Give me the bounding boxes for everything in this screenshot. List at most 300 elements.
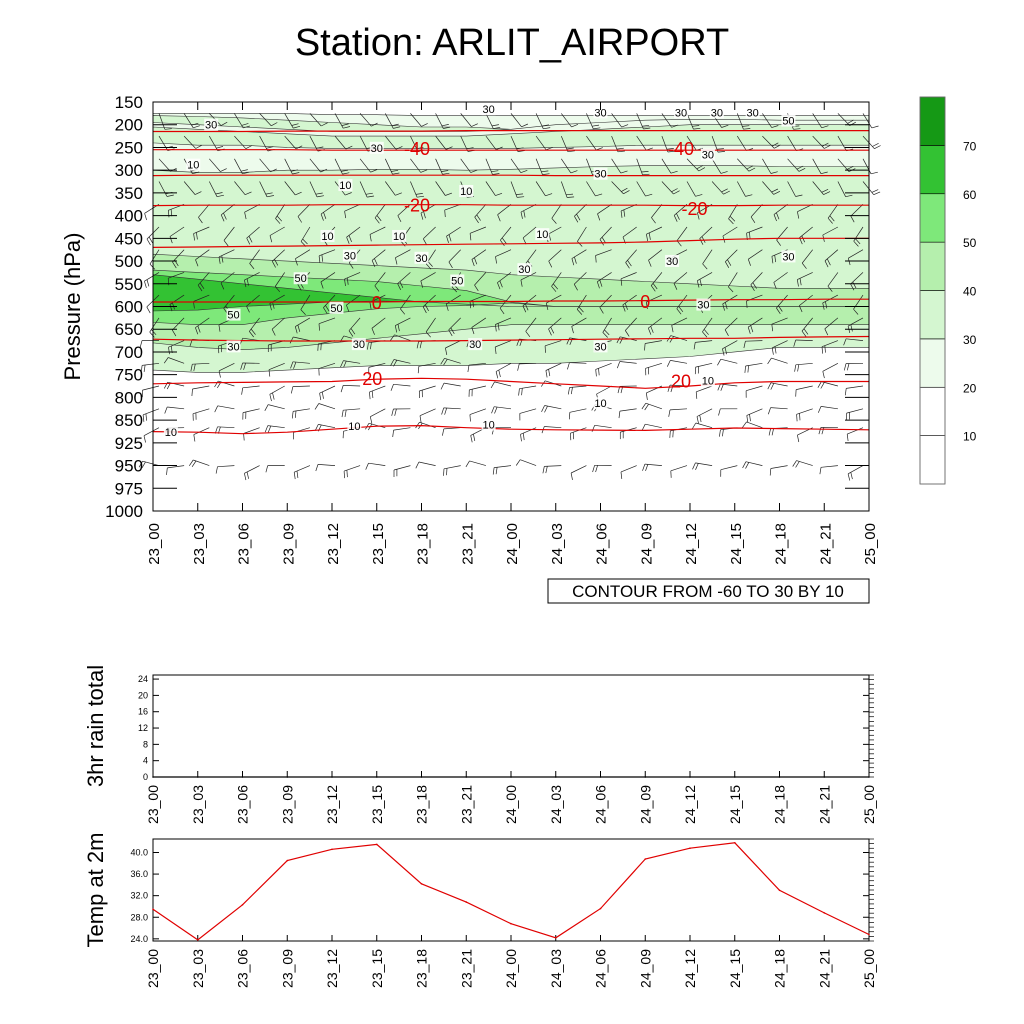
rain-panel-point xyxy=(779,776,781,778)
rain-panel-ytick-label: 8 xyxy=(142,739,148,750)
rain-panel-ylabel: 3hr rain total xyxy=(83,664,108,788)
contour-label: 30 xyxy=(227,341,240,354)
wind-barb-flag xyxy=(444,469,445,476)
temp-panel-point xyxy=(510,923,512,925)
wind-barb-flag xyxy=(872,143,878,146)
wind-barb-flag xyxy=(167,468,168,475)
colorbar-segment xyxy=(920,387,945,435)
wind-barb-flag xyxy=(521,434,522,441)
wind-barb-flag xyxy=(391,384,394,391)
temp-panel-xtick-label: 24_12 xyxy=(682,949,698,988)
wind-barb-flag xyxy=(822,347,823,354)
pressure-tick-label: 200 xyxy=(114,115,143,135)
wind-barb-flag xyxy=(800,413,801,420)
pressure-tick-label: 450 xyxy=(114,229,143,249)
wind-barb-flag xyxy=(573,432,574,439)
colorbar-label: 50 xyxy=(963,236,977,251)
contour-label: 10 xyxy=(187,159,200,172)
temp-panel-xtick-label: 24_09 xyxy=(637,949,654,988)
rh-shading xyxy=(153,113,869,372)
wind-barb-shaft xyxy=(544,466,561,467)
wind-barb-flag xyxy=(696,463,699,469)
wind-barb-flag xyxy=(316,464,318,471)
rain-panel-frame xyxy=(153,675,869,777)
wind-barb-flag xyxy=(496,467,497,474)
wind-barb-shaft xyxy=(218,406,235,409)
rain-panel-ytick-label: 0 xyxy=(142,772,148,782)
temp-panel-xtick-label: 24_18 xyxy=(771,949,788,988)
rain-panel-ytick-label: 20 xyxy=(137,690,148,701)
temp-panel-xtick-label: 23_18 xyxy=(413,949,430,988)
wind-barb-shaft xyxy=(319,404,335,409)
wind-barb-shaft xyxy=(520,460,536,466)
time-tick-label: 24_00 xyxy=(504,523,521,565)
contour-label: 30 xyxy=(710,107,723,120)
pressure-tick-label: 700 xyxy=(114,342,143,362)
wind-barb-flag xyxy=(642,424,645,430)
time-tick-label: 23_00 xyxy=(146,523,163,565)
wind-barb-shaft xyxy=(420,409,436,416)
wind-barb-flag xyxy=(592,425,595,432)
wind-barb-flag xyxy=(845,388,846,395)
wind-barb-flag xyxy=(473,434,474,441)
wind-barb-shaft xyxy=(646,363,662,368)
wind-barb-flag xyxy=(265,426,268,433)
pressure-tick-label: 650 xyxy=(114,320,143,340)
wind-barb-shaft xyxy=(771,408,788,409)
contour-label: 50 xyxy=(330,302,343,315)
wind-barb-shaft xyxy=(597,386,612,394)
temp-panel-xtick-label: 24_21 xyxy=(816,949,833,988)
wind-barb-flag xyxy=(645,404,649,410)
pressure-tick-label: 250 xyxy=(114,138,143,158)
wind-barb-shaft xyxy=(645,424,662,428)
wind-barb-shaft xyxy=(193,386,210,389)
wind-barb-flag xyxy=(768,408,770,415)
wind-barb-flag xyxy=(848,474,850,481)
wind-barb-flag xyxy=(571,387,572,394)
wind-barb-shaft xyxy=(344,466,360,472)
wind-barb-flag xyxy=(194,435,195,442)
pressure-tick-label: 1000 xyxy=(105,502,143,521)
wind-barb-flag xyxy=(215,406,218,412)
wind-barb-shaft xyxy=(143,461,159,465)
pressure-tick-label: 150 xyxy=(114,93,143,112)
wind-barb-flag xyxy=(393,430,394,437)
wind-barb-flag xyxy=(165,407,168,414)
wind-barb-shaft xyxy=(570,386,587,388)
wind-barb-flag xyxy=(146,414,147,421)
contour-label: 50 xyxy=(782,115,795,128)
contour-label: 30 xyxy=(469,339,482,352)
wind-barb-flag xyxy=(819,427,821,434)
wind-barb-flag xyxy=(522,388,523,395)
wind-barb-flag xyxy=(242,388,243,395)
wind-barb-flag xyxy=(646,393,647,400)
wind-barb-flag xyxy=(771,383,774,389)
pressure-tick-label: 925 xyxy=(114,433,143,453)
temp-panel-point xyxy=(466,901,468,903)
time-tick-label: 24_18 xyxy=(772,523,790,565)
wind-barb-flag xyxy=(545,406,548,412)
temp-panel-xtick-label: 24_00 xyxy=(503,949,519,988)
wind-barb-shaft xyxy=(847,409,863,413)
rain-panel-xtick-label: 24_06 xyxy=(592,785,609,824)
temperature-contour-line xyxy=(153,205,869,206)
wind-barb-flag xyxy=(719,430,720,437)
wind-barb-flag xyxy=(823,371,825,378)
contour-label: 50 xyxy=(227,309,240,322)
wind-barb-flag xyxy=(596,465,598,472)
wind-barb-shaft xyxy=(696,363,713,367)
temp-panel-ytick-label: 24.0 xyxy=(130,933,148,944)
wind-barb-flag xyxy=(342,410,343,417)
rain-panel-point xyxy=(734,776,736,778)
temp-panel-point xyxy=(152,908,154,910)
wind-barb-shaft xyxy=(143,386,160,390)
rain-panel-xtick-label: 23_18 xyxy=(413,785,430,824)
contour-label: 50 xyxy=(294,273,307,286)
colorbar-label: 70 xyxy=(963,139,977,154)
colorbar xyxy=(920,97,977,484)
wind-barb-flag xyxy=(466,461,470,467)
wind-barb-flag xyxy=(347,470,348,477)
temp-panel-xtick-label: 24_06 xyxy=(592,949,609,988)
temp-panel-xtick-label: 24_03 xyxy=(547,949,564,988)
time-tick-label: 23_06 xyxy=(235,523,253,565)
wind-barb-flag xyxy=(268,426,271,433)
wind-barb-flag xyxy=(370,417,372,424)
temp-panel-xtick-label: 23_09 xyxy=(279,949,296,988)
wind-barb-flag xyxy=(215,381,219,387)
temp-panel-point xyxy=(868,934,870,936)
rain-panel xyxy=(83,665,877,824)
wind-barb-shaft xyxy=(721,359,738,363)
contour-label: 30 xyxy=(701,149,715,162)
temp-panel-point xyxy=(197,939,199,941)
wind-barb-flag xyxy=(516,460,520,466)
wind-barb-flag xyxy=(265,405,268,411)
rain-panel-ytick-label: 4 xyxy=(142,755,148,766)
wind-barb-shaft xyxy=(519,386,536,389)
contour-label: 30 xyxy=(674,107,688,120)
wind-barb-flag xyxy=(847,364,849,371)
wind-barb-shaft xyxy=(370,409,385,417)
time-tick-label: 23_18 xyxy=(414,523,432,565)
temperature-contour-line xyxy=(153,378,869,388)
wind-barb-shaft xyxy=(194,428,210,435)
temp-panel-xtick-label: 23_15 xyxy=(368,949,385,988)
wind-barb-flag xyxy=(470,415,471,422)
temperature-label: -40 xyxy=(668,138,695,159)
wind-barb-shaft xyxy=(420,422,436,428)
contour-label: 30 xyxy=(370,142,383,155)
wind-barb-flag xyxy=(192,461,196,467)
chart-title: Station: ARLIT_AIRPORT xyxy=(294,22,730,64)
time-tick-label: 25_00 xyxy=(862,523,879,565)
rain-panel-xtick-label: 23_00 xyxy=(145,785,161,824)
wind-barb-flag xyxy=(549,369,550,376)
colorbar-label: 60 xyxy=(963,187,977,202)
colorbar-segment xyxy=(920,194,945,242)
wind-barb-shaft xyxy=(821,466,838,468)
wind-barb-shaft xyxy=(320,386,335,393)
wind-barb-shaft xyxy=(167,407,184,409)
wind-barb-flag xyxy=(669,410,670,417)
wind-barb-flag xyxy=(871,172,878,174)
contour-label: 30 xyxy=(665,255,679,268)
wind-barb-shaft xyxy=(697,409,712,417)
wind-barb-flag xyxy=(643,464,645,471)
wind-barb-flag xyxy=(872,126,879,128)
temp-panel-xtick-label: 23_00 xyxy=(145,949,161,988)
temperature-label: -40 xyxy=(404,138,431,159)
wind-barb-flag xyxy=(795,365,796,372)
rain-panel-xtick-label: 23_21 xyxy=(458,785,475,824)
wind-barb-flag xyxy=(189,460,193,466)
contour-info-box xyxy=(548,579,869,603)
wind-barb-flag xyxy=(392,409,394,416)
temp-panel-ytick-label: 40.0 xyxy=(130,847,148,858)
wind-barb-shaft xyxy=(670,360,687,363)
temp-panel-series-line xyxy=(153,843,869,940)
wind-barb-shaft xyxy=(847,428,863,434)
temp-panel-xtick-label: 23_12 xyxy=(324,949,340,988)
temp-panel-point xyxy=(555,937,557,939)
temp-panel-ytick-label: 32.0 xyxy=(130,890,148,901)
wind-barb-flag xyxy=(144,281,146,288)
wind-barb-flag xyxy=(418,366,419,373)
wind-barb-flag xyxy=(617,362,620,369)
wind-barb-flag xyxy=(768,358,772,364)
wind-barb-shaft xyxy=(671,466,687,471)
rain-panel-point xyxy=(421,776,423,778)
wind-barb-shaft xyxy=(318,464,335,465)
wind-barb-flag xyxy=(147,239,151,245)
rain-panel-xtick-label: 23_15 xyxy=(368,785,385,824)
contour-label: 30 xyxy=(518,264,531,277)
wind-barb-shaft xyxy=(496,363,511,371)
temperature-contour-line xyxy=(153,426,869,434)
colorbar-segment xyxy=(920,145,945,193)
temp-panel-point xyxy=(331,849,333,851)
rain-panel-xtick-label: 24_15 xyxy=(726,785,743,824)
contour-label: 30 xyxy=(352,339,365,352)
wind-barb-shaft xyxy=(419,462,436,466)
wind-barb-shaft xyxy=(369,463,386,465)
wind-barb-shaft xyxy=(495,382,512,386)
wind-barb-flag xyxy=(445,408,447,415)
wind-barb-flag xyxy=(499,370,501,377)
time-tick-label: 24_03 xyxy=(548,523,566,565)
wind-barb-shaft xyxy=(621,466,637,472)
wind-barb-shaft xyxy=(747,422,763,428)
wind-barb-flag xyxy=(851,472,853,479)
rain-panel-point xyxy=(689,776,691,778)
wind-barb-flag xyxy=(696,392,697,399)
wind-barb-shaft xyxy=(846,386,863,388)
time-tick-label: 24_09 xyxy=(638,523,656,565)
wind-barb-flag xyxy=(743,462,746,468)
temperature-label: 0 xyxy=(371,292,382,313)
wind-barb-flag xyxy=(341,385,343,392)
contour-label: 10 xyxy=(321,230,334,243)
contour-label: 30 xyxy=(697,299,710,312)
time-tick-label: 24_06 xyxy=(593,523,611,565)
wind-barb-flag xyxy=(292,411,293,418)
time-tick-label: 23_03 xyxy=(190,523,208,565)
wind-barb-flag xyxy=(546,466,548,473)
wind-barb-shaft xyxy=(721,466,738,470)
wind-barb-flag xyxy=(144,436,146,443)
wind-barb-flag xyxy=(318,344,319,351)
colorbar-label: 20 xyxy=(963,381,977,396)
wind-barb-flag xyxy=(745,366,746,373)
rain-panel-point xyxy=(287,776,289,778)
wind-barb-flag xyxy=(291,387,293,394)
contour-label: 30 xyxy=(482,104,495,117)
wind-barb-flag xyxy=(447,468,448,475)
colorbar-label: 10 xyxy=(963,429,977,444)
wind-barb-shaft xyxy=(570,409,587,413)
wind-barb-flag xyxy=(718,384,721,390)
temp-panel-point xyxy=(689,847,691,849)
wind-barb-flag xyxy=(847,434,848,441)
contour-label: 30 xyxy=(343,250,357,263)
wind-barb-flag xyxy=(442,429,443,436)
wind-barb-shaft xyxy=(595,425,612,427)
contour-label: 10 xyxy=(164,426,178,439)
wind-barb-shaft xyxy=(470,461,486,466)
wind-barb-flag xyxy=(442,408,444,415)
wind-barb-flag xyxy=(750,414,751,421)
time-tick-label: 23_15 xyxy=(369,523,387,565)
wind-barb-flag xyxy=(772,428,774,435)
wind-barb-flag xyxy=(770,469,771,476)
temperature-label: 20 xyxy=(671,371,692,392)
wind-barb-flag xyxy=(468,365,469,372)
temp-panel-ytick-label: 36.0 xyxy=(130,869,148,880)
wind-barb-flag xyxy=(546,371,547,378)
contour-label: 10 xyxy=(482,419,495,432)
colorbar-segment xyxy=(920,291,945,339)
wind-barb-flag xyxy=(772,348,773,355)
contour-label: 10 xyxy=(348,421,361,434)
temperature-label: 0 xyxy=(640,291,651,312)
wind-barb-flag xyxy=(266,466,268,473)
rain-panel-point xyxy=(645,776,647,778)
wind-barb-flag xyxy=(642,403,646,409)
rain-panel-point xyxy=(152,776,154,778)
wind-barb-shaft xyxy=(218,466,235,467)
wind-barb-flag xyxy=(366,463,369,469)
rain-panel-point xyxy=(242,776,244,778)
wind-barb-shaft xyxy=(469,386,486,390)
time-tick-label: 24_21 xyxy=(817,523,835,565)
pressure-tick-label: 975 xyxy=(114,479,143,499)
wind-barb-flag xyxy=(747,415,748,422)
wind-barb-shaft xyxy=(394,466,410,470)
wind-barb-flag xyxy=(372,391,373,398)
wind-barb-flag xyxy=(844,364,846,371)
wind-barb-flag xyxy=(321,343,322,350)
time-tick-label: 23_12 xyxy=(325,523,342,565)
rain-panel-point xyxy=(555,776,557,778)
rain-panel-xtick-label: 24_00 xyxy=(503,785,519,824)
wind-barb-flag xyxy=(693,463,696,469)
wind-barb-flag xyxy=(874,146,880,149)
wind-barb-flag xyxy=(145,213,147,220)
wind-barb-flag xyxy=(518,364,520,371)
wind-barb-flag xyxy=(149,237,153,243)
time-tick-label: 23_09 xyxy=(280,523,298,565)
temp-panel-ylabel: Temp at 2m xyxy=(83,832,108,948)
wind-barb-flag xyxy=(244,434,245,441)
rain-panel-point xyxy=(600,776,602,778)
wind-barb-flag xyxy=(742,422,746,428)
wind-barb-flag xyxy=(320,393,321,400)
pressure-tick-label: 400 xyxy=(114,206,143,226)
wind-barb-flag xyxy=(721,384,724,391)
wind-barb-flag xyxy=(768,383,771,389)
wind-barb-flag xyxy=(722,429,723,436)
wind-barb-shaft xyxy=(268,405,285,409)
wind-barb-flag xyxy=(471,435,473,442)
wind-barb-shaft xyxy=(797,409,813,415)
colorbar-segment xyxy=(920,339,945,387)
wind-barb-flag xyxy=(692,423,696,429)
rain-panel-ytick-label: 16 xyxy=(137,706,148,717)
temp-panel-xtick-label: 25_00 xyxy=(861,949,877,988)
wind-barb-shaft xyxy=(771,358,787,363)
rain-panel-xtick-label: 24_18 xyxy=(771,785,788,824)
pressure-tick-label: 750 xyxy=(114,365,143,385)
wind-barb-shaft xyxy=(796,363,813,365)
wind-barb-flag xyxy=(496,372,498,379)
temp-panel-point xyxy=(779,890,781,892)
wind-barb-shaft xyxy=(746,386,762,391)
wind-barb-shaft xyxy=(521,428,537,435)
wind-barb-flag xyxy=(416,462,419,468)
wind-barb-shaft xyxy=(546,363,561,370)
rain-panel-xtick-label: 24_21 xyxy=(816,785,833,824)
rain-panel-point xyxy=(510,776,512,778)
wind-barb-shaft xyxy=(797,461,813,466)
temp-panel-xtick-label: 23_03 xyxy=(189,949,206,988)
contour-label: 10 xyxy=(594,398,607,411)
wind-barb-flag xyxy=(369,392,370,399)
wind-barb-shaft xyxy=(444,466,461,469)
wind-barb-shaft xyxy=(569,363,586,364)
wind-barb-flag xyxy=(673,430,674,437)
contour-label: 30 xyxy=(782,251,795,264)
wind-barb-shaft xyxy=(771,466,788,469)
wind-barb-flag xyxy=(796,462,800,468)
wind-barb-flag xyxy=(492,407,495,414)
wind-barb-flag xyxy=(147,280,149,287)
wind-barb-flag xyxy=(273,393,275,400)
wind-barb-shaft xyxy=(596,363,612,369)
temperature-label: -20 xyxy=(681,198,708,219)
wind-barb-shaft xyxy=(821,406,838,408)
colorbar-segment xyxy=(920,242,945,290)
time-tick-label: 24_15 xyxy=(727,523,745,565)
contour-label: 30 xyxy=(594,168,607,181)
rain-panel-ytick-label: 12 xyxy=(137,723,148,734)
pressure-tick-label: 300 xyxy=(114,161,143,181)
wind-barb-shaft xyxy=(394,428,411,430)
contour-label: 30 xyxy=(594,341,607,354)
